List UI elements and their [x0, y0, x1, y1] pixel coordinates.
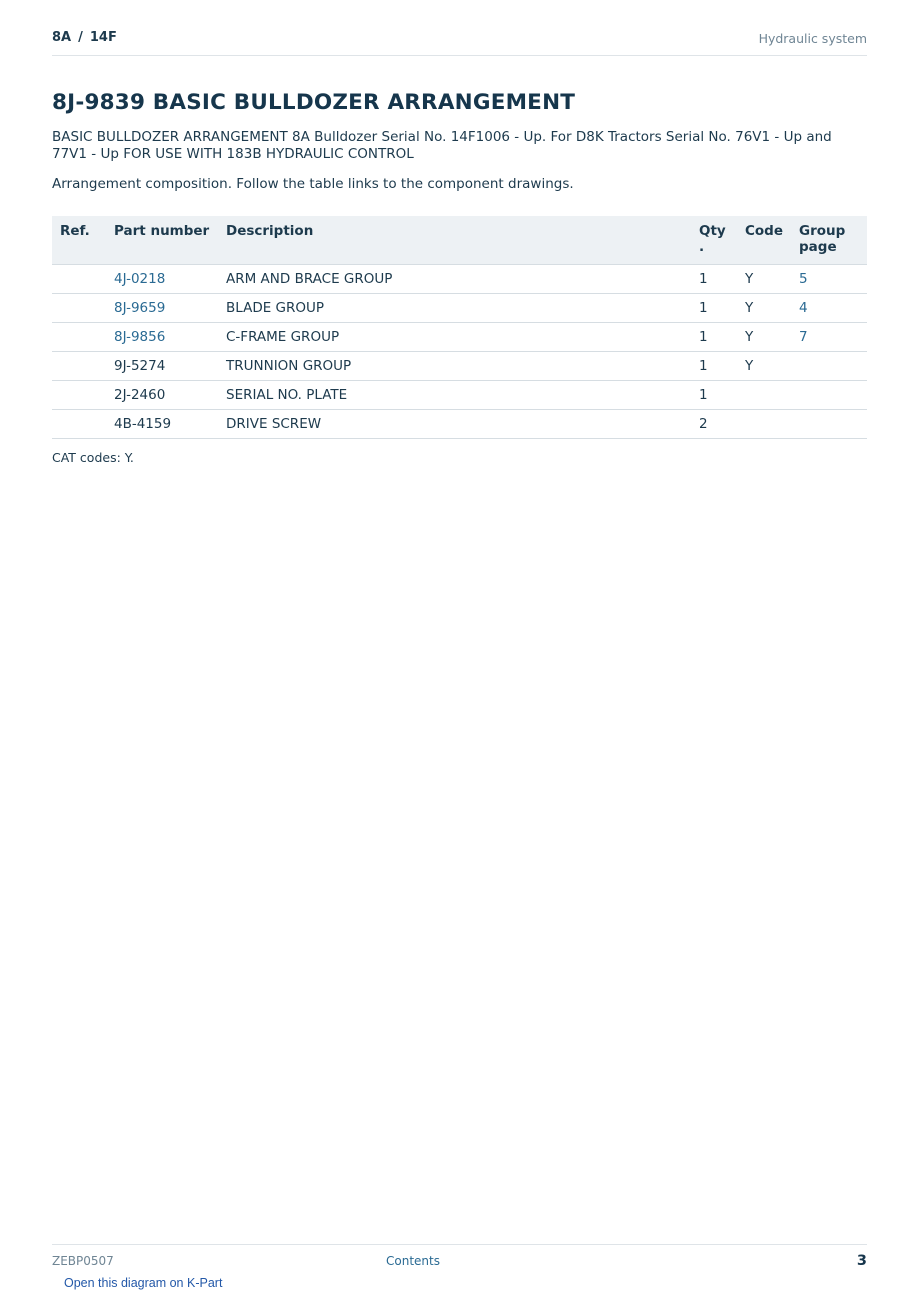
cell-qty: 2 — [691, 410, 737, 439]
col-header-part-number: Part number — [106, 216, 218, 265]
page-footer — [52, 1244, 867, 1275]
cell-group-page — [791, 352, 867, 381]
page-number: 3 — [856, 1253, 867, 1269]
col-header-ref: Ref. — [52, 216, 106, 265]
cell-group-page — [791, 381, 867, 410]
cell-code: Y — [737, 294, 791, 323]
cell-qty: 1 — [691, 352, 737, 381]
cell-qty: 1 — [691, 323, 737, 352]
table-header-row — [52, 216, 867, 265]
table-row — [52, 410, 867, 439]
part-number-link[interactable]: 8J-9659 — [106, 294, 218, 323]
cell-ref — [52, 294, 106, 323]
table-row — [52, 265, 867, 294]
cell-part-number: 2J-2460 — [106, 381, 218, 410]
breadcrumb-separator: / — [78, 30, 83, 45]
page-title: 8J-9839 BASIC BULLDOZER ARRANGEMENT — [52, 90, 576, 115]
group-page-link[interactable]: 5 — [791, 265, 867, 294]
breadcrumb — [52, 30, 117, 45]
table-row — [52, 381, 867, 410]
cell-qty: 1 — [691, 381, 737, 410]
part-number-link[interactable]: 4J-0218 — [106, 265, 218, 294]
cell-code: Y — [737, 265, 791, 294]
cat-codes-note: CAT codes: Y. — [52, 450, 134, 465]
table-row — [52, 352, 867, 381]
cell-ref — [52, 410, 106, 439]
cell-code: Y — [737, 323, 791, 352]
table-row — [52, 294, 867, 323]
page-header — [52, 28, 867, 56]
col-header-group-page: Group page — [791, 216, 867, 265]
cell-description: SERIAL NO. PLATE — [218, 381, 691, 410]
cell-description: DRIVE SCREW — [218, 410, 691, 439]
group-page-link[interactable]: 4 — [791, 294, 867, 323]
section-title: Hydraulic system — [758, 31, 867, 46]
cell-part-number: 4B-4159 — [106, 410, 218, 439]
cell-group-page — [791, 410, 867, 439]
group-page-link[interactable]: 7 — [791, 323, 867, 352]
cell-part-number: 9J-5274 — [106, 352, 218, 381]
cell-code — [737, 381, 791, 410]
cell-code: Y — [737, 352, 791, 381]
cell-ref — [52, 323, 106, 352]
col-header-description: Description — [218, 216, 691, 265]
contents-link[interactable]: Contents — [386, 1254, 440, 1268]
col-header-code: Code — [737, 216, 791, 265]
part-number-link[interactable]: 8J-9856 — [106, 323, 218, 352]
cell-description: ARM AND BRACE GROUP — [218, 265, 691, 294]
cell-qty: 1 — [691, 265, 737, 294]
breadcrumb-model: 8A — [52, 30, 72, 45]
cell-qty: 1 — [691, 294, 737, 323]
cell-description: BLADE GROUP — [218, 294, 691, 323]
arrangement-description: BASIC BULLDOZER ARRANGEMENT 8A Bulldozer Serial No. 14F1006 - Up. For D8K Tractors Serial No. 76V1 - Up and 77V1 - Up FOR USE WITH 183B HYDRAULIC CONTROL — [52, 129, 832, 162]
table-row — [52, 323, 867, 352]
breadcrumb-serial: 14F — [89, 30, 117, 45]
col-header-qty: Qty . — [691, 216, 737, 265]
cell-ref — [52, 265, 106, 294]
cell-description: C-FRAME GROUP — [218, 323, 691, 352]
cell-description: TRUNNION GROUP — [218, 352, 691, 381]
document-code: ZEBP0507 — [52, 1254, 114, 1268]
open-in-kpart-link[interactable]: Open this diagram on K-Part — [64, 1276, 223, 1290]
cell-code — [737, 410, 791, 439]
cell-ref — [52, 352, 106, 381]
cell-ref — [52, 381, 106, 410]
parts-table — [52, 216, 867, 439]
intro-text: Arrangement composition. Follow the table links to the component drawings. — [52, 176, 574, 192]
